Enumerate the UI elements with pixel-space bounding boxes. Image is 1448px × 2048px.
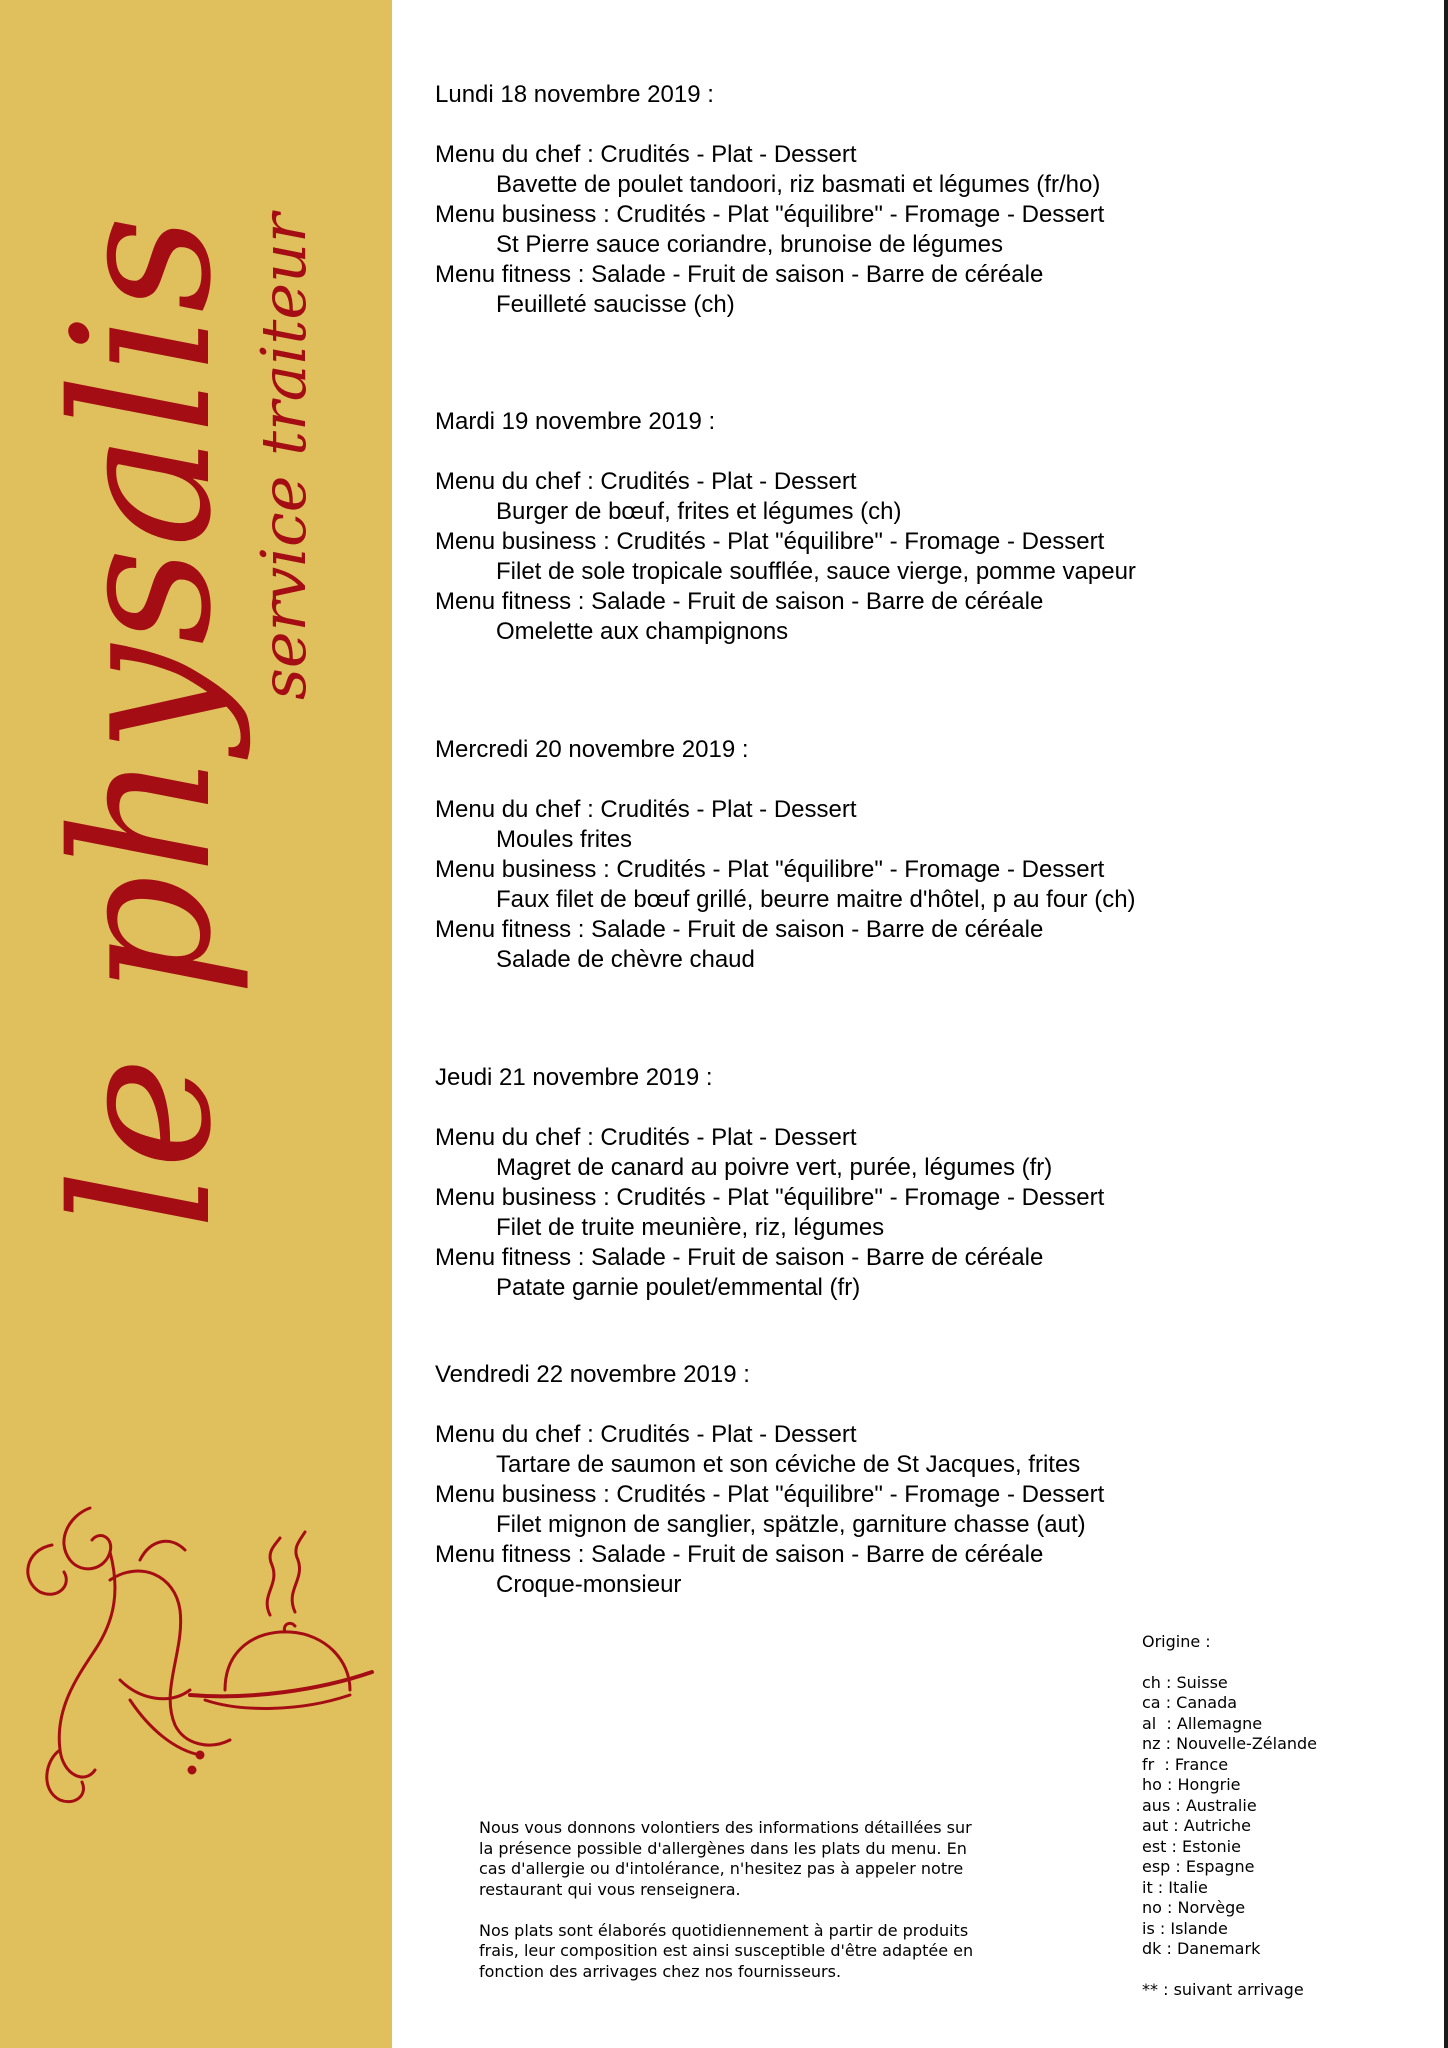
- menu-dish: Tartare de saumon et son céviche de St Jacques, frites: [496, 1451, 1081, 1478]
- menu-label: Menu fitness : Salade - Fruit de saison - Barre de céréale: [435, 1541, 1044, 1568]
- menu-label: Menu du chef : Crudités - Plat - Dessert: [435, 468, 857, 495]
- menu-dish: Salade de chèvre chaud: [496, 946, 755, 973]
- origin-item: fr : France: [1142, 1754, 1229, 1774]
- menu-dish: Filet mignon de sanglier, spätzle, garniture chasse (aut): [496, 1511, 1086, 1538]
- origin-item: ho : Hongrie: [1142, 1775, 1241, 1794]
- origin-item: aus : Australie: [1142, 1795, 1257, 1815]
- origin-item: est : Estonie: [1142, 1836, 1241, 1856]
- origin-title: Origine :: [1142, 1632, 1211, 1651]
- brand-tagline: service traiteur: [247, 213, 320, 700]
- note-line: Nous vous donnons volontiers des informations détaillées sur: [479, 1818, 972, 1837]
- day-block: [435, 80, 1435, 320]
- menu-label: Menu du chef : Crudités - Plat - Dessert: [435, 141, 857, 168]
- waiter-illustration-icon: [28, 1508, 372, 1802]
- menu-dish: Croque-monsieur: [496, 1571, 682, 1598]
- note-line: restaurant qui vous renseignera.: [479, 1879, 741, 1899]
- menu-dish: Omelette aux champignons: [496, 618, 789, 645]
- origin-item: esp : Espagne: [1142, 1857, 1255, 1876]
- menu-label: Menu fitness : Salade - Fruit de saison - Barre de céréale: [435, 261, 1044, 288]
- note-line: fonction des arrivages chez nos fournisseurs.: [479, 1961, 842, 1981]
- origin-item: is : Islande: [1142, 1918, 1228, 1938]
- day-block: [435, 407, 1435, 647]
- brand-wordmark: [32, 210, 320, 1230]
- origin-item: it : Italie: [1142, 1877, 1208, 1897]
- menu-dish: Bavette de poulet tandoori, riz basmati et légumes (fr/ho): [496, 171, 1101, 198]
- origin-item: ch : Suisse: [1142, 1672, 1228, 1692]
- menu-label: Menu business : Crudités - Plat "équilibre" - Fromage - Dessert: [435, 1481, 1105, 1508]
- freshness-note: [479, 1921, 1039, 1983]
- day-block: [435, 1063, 1435, 1303]
- info-notes: [479, 1818, 1039, 1982]
- menu-label: Menu business : Crudités - Plat "équilibre" - Fromage - Dessert: [435, 856, 1105, 883]
- menu-label: Menu fitness : Salade - Fruit de saison - Barre de céréale: [435, 588, 1044, 615]
- note-line: cas d'allergie ou d'intolérance, n'hesitez pas à appeler notre: [479, 1859, 964, 1878]
- menu-label: Menu business : Crudités - Plat "équilibre" - Fromage - Dessert: [435, 201, 1105, 228]
- day-title: Mercredi 20 novembre 2019 :: [435, 736, 749, 763]
- menu-dish: Faux filet de bœuf grillé, beurre maitre d'hôtel, p au four (ch): [496, 886, 1136, 913]
- menu-dish: Filet de sole tropicale soufflée, sauce vierge, pomme vapeur: [496, 558, 1136, 585]
- brand-logo: [0, 0, 392, 2048]
- origin-item: dk : Danemark: [1142, 1939, 1261, 1958]
- menu-label: Menu fitness : Salade - Fruit de saison - Barre de céréale: [435, 1244, 1044, 1271]
- menu-dish: Feuilleté saucisse (ch): [496, 291, 735, 318]
- page-right-border: [1444, 0, 1448, 2048]
- menu-label: Menu du chef : Crudités - Plat - Dessert: [435, 1421, 857, 1448]
- origin-note: ** : suivant arrivage: [1142, 1979, 1304, 1999]
- menu-label: Menu fitness : Salade - Fruit de saison - Barre de céréale: [435, 916, 1044, 943]
- note-line: la présence possible d'allergènes dans les plats du menu. En: [479, 1838, 967, 1858]
- menu-label: Menu business : Crudités - Plat "équilibre" - Fromage - Dessert: [435, 1184, 1105, 1211]
- brand-name: le physalis: [32, 215, 253, 1230]
- note-line: frais, leur composition est ainsi susceptible d'être adaptée en: [479, 1941, 974, 1960]
- day-title: Jeudi 21 novembre 2019 :: [435, 1064, 713, 1091]
- day-title: Vendredi 22 novembre 2019 :: [435, 1361, 750, 1388]
- allergen-note: [479, 1818, 1039, 1900]
- note-line: Nos plats sont élaborés quotidiennement à partir de produits: [479, 1920, 969, 1940]
- day-block: [435, 1360, 1435, 1600]
- origin-item: al : Allemagne: [1142, 1713, 1263, 1733]
- menu-label: Menu business : Crudités - Plat "équilibre" - Fromage - Dessert: [435, 528, 1105, 555]
- menu-dish: Filet de truite meunière, riz, légumes: [496, 1214, 885, 1241]
- menu-dish: Magret de canard au poivre vert, purée, légumes (fr): [496, 1154, 1053, 1181]
- origin-legend: [1142, 1632, 1317, 2000]
- origin-item: no : Norvège: [1142, 1898, 1246, 1917]
- menu-dish: St Pierre sauce coriandre, brunoise de légumes: [496, 231, 1003, 258]
- menu-label: Menu du chef : Crudités - Plat - Dessert: [435, 1124, 857, 1151]
- menu-dish: Moules frites: [496, 826, 633, 853]
- day-block: [435, 735, 1435, 975]
- origin-item: nz : Nouvelle-Zélande: [1142, 1734, 1318, 1753]
- menu-dish: Burger de bœuf, frites et légumes (ch): [496, 498, 902, 525]
- menu-label: Menu du chef : Crudités - Plat - Dessert: [435, 796, 857, 823]
- day-title: Lundi 18 novembre 2019 :: [435, 81, 714, 108]
- day-title: Mardi 19 novembre 2019 :: [435, 408, 716, 435]
- menu-dish: Patate garnie poulet/emmental (fr): [496, 1274, 861, 1301]
- origin-item: aut : Autriche: [1142, 1816, 1251, 1835]
- origin-item: ca : Canada: [1142, 1693, 1238, 1712]
- note-spacer: [479, 1900, 1039, 1921]
